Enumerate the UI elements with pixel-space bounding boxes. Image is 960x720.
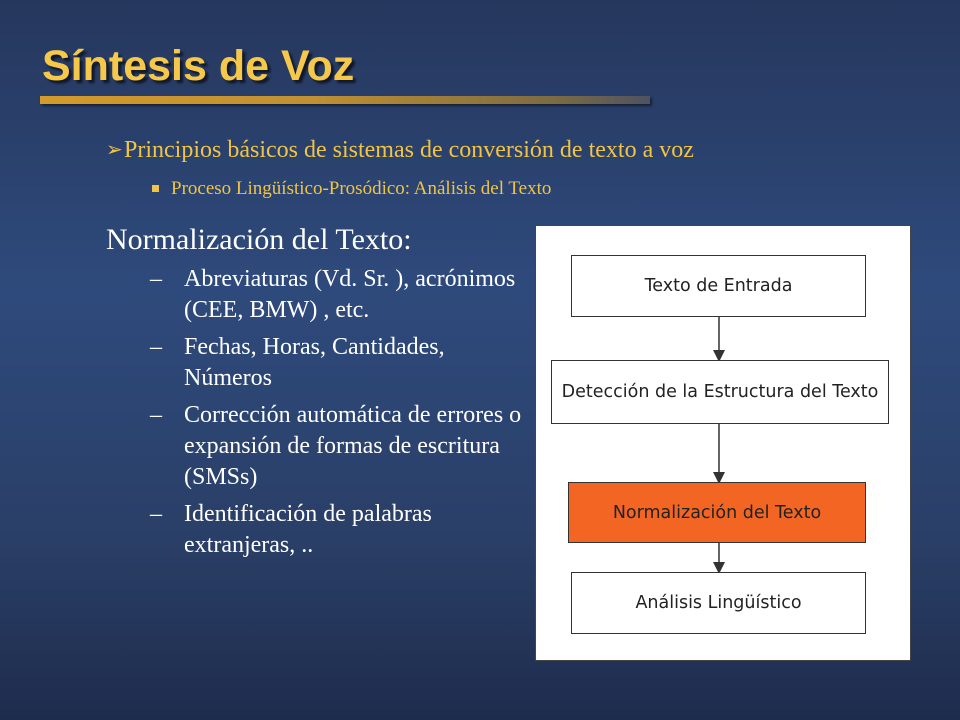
node-analisis-linguistico: Análisis Lingüístico [571, 572, 866, 634]
square-bullet-icon [152, 185, 159, 192]
dash-marker: – [150, 334, 162, 360]
list-item-text: Corrección automática de errores o expansión de formas de escritura (SMSs) [184, 402, 522, 490]
list-item-text: Fechas, Horas, Cantidades, Números [184, 334, 445, 391]
slide-title: Síntesis de Voz [42, 42, 355, 90]
dash-marker: – [150, 501, 162, 527]
list-item [150, 332, 522, 394]
arrow-bullet-icon: ➢ [106, 139, 123, 161]
section-heading: Normalización del Texto: [106, 223, 412, 256]
dash-marker: – [150, 266, 162, 292]
list-item-text: Identificación de palabras extranjeras, .. [184, 501, 432, 558]
main-bullet-text: Principios básicos de sistemas de conversión de texto a voz [124, 137, 694, 163]
sub-bullet-text: Proceso Lingüístico-Prosódico: Análisis del Texto [171, 178, 552, 199]
list-item [150, 400, 522, 493]
title-underline [40, 96, 650, 104]
normalization-list [150, 264, 522, 567]
sub-bullet [152, 176, 551, 202]
list-item-text: Abreviaturas (Vd. Sr. ), acrónimos (CEE, BMW) , etc. [184, 266, 516, 323]
list-item [150, 264, 522, 326]
flow-diagram [535, 225, 911, 661]
node-deteccion-estructura: Detección de la Estructura del Texto [551, 360, 889, 424]
main-bullet [106, 133, 694, 167]
node-normalizacion-texto: Normalización del Texto [568, 482, 866, 543]
node-texto-de-entrada: Texto de Entrada [571, 255, 866, 317]
dash-marker: – [150, 402, 162, 428]
list-item [150, 499, 522, 561]
